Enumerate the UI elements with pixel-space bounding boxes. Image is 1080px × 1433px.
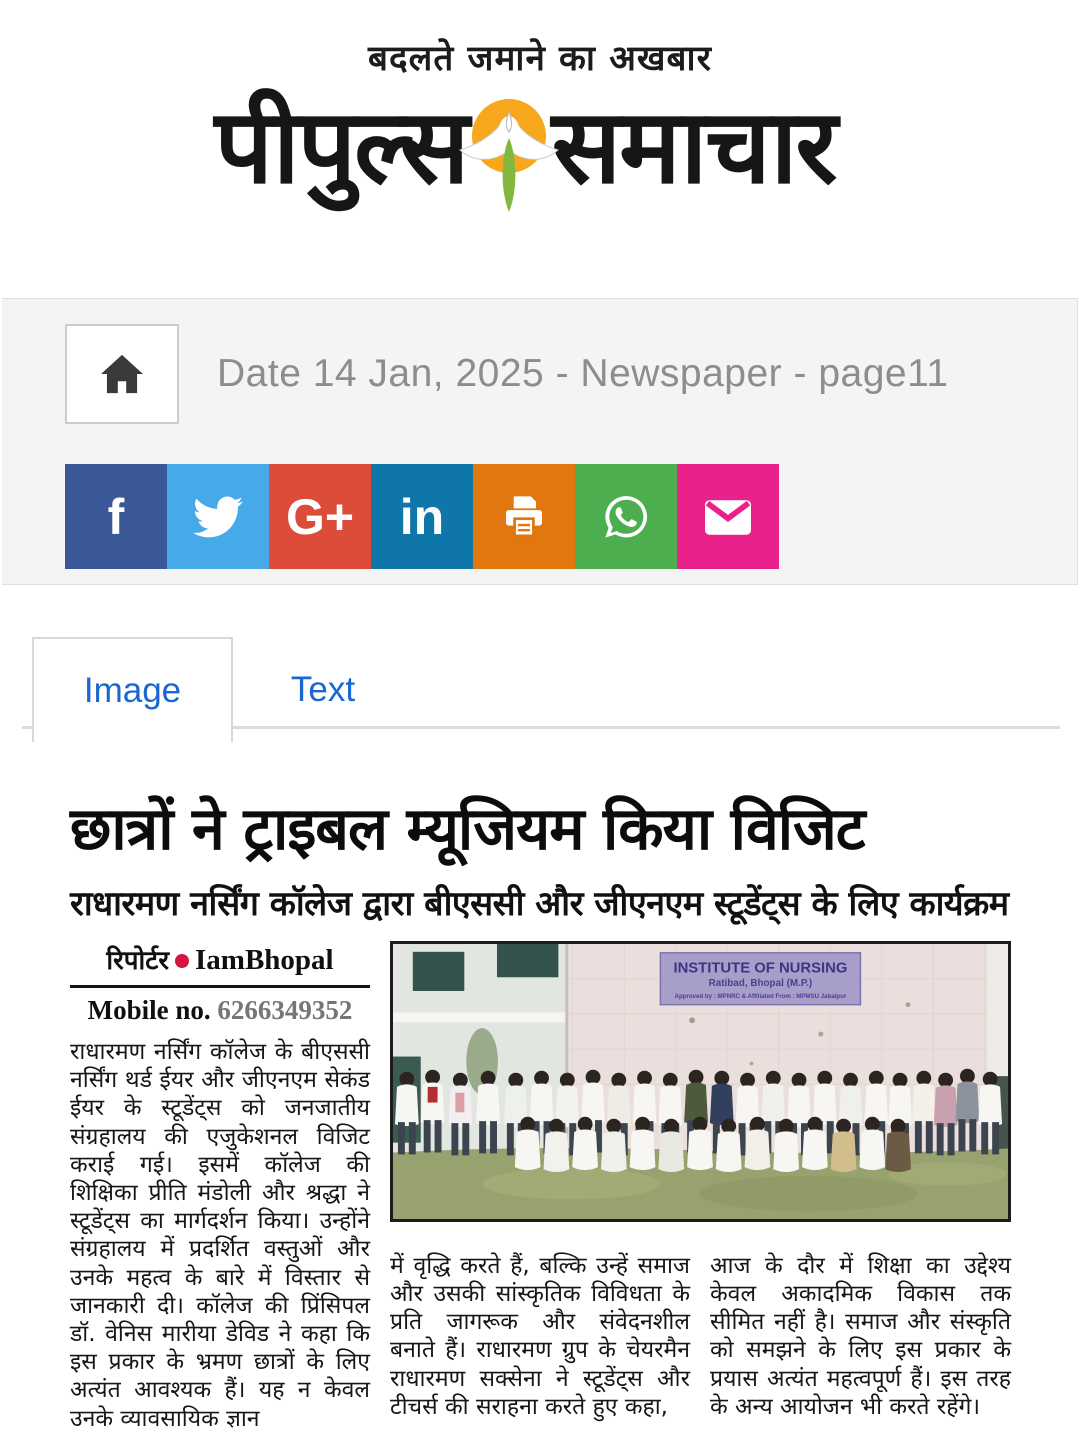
reporter-bullet-icon [175,954,189,968]
group-photo-illustration [390,941,1011,1222]
mobile-number: 6266349352 [217,995,353,1025]
body-text-1: राधारमण नर्सिंग कॉलेज के बीएससी नर्सिंग थर्ड ईयर और जीएनएम सेकंड ईयर के स्टूडेंट्स को जनजातीय संग्रहालय की एजुकेशनल विजिट कराई गई। इसमें कॉलेज की शिक्षिका प्रीति मंडोली और श्रद्धा ने स्टूडेंट्स का मार्गदर्शन किया। उन्होंने संग्रहालय में प्रदर्शित वस्तुओं और उनके महत्व के बारे में विस्तार से जानकारी दी। कॉलेज की प्रिंसिपल डॉ. वेनिस मारीया डेविड ने कहा कि इस प्रकार के भ्रमण छात्रों के लिए अत्यंत आवश्यक हैं। यह न केवल उनके व्यावसायिक ज्ञान [70,1039,370,1432]
body-text-3: आज के दौर में शिक्षा का उद्देश्य केवल अकादमिक विकास तक सीमित नहीं है। समाज और संस्कृति को समझने के लिए इस प्रकार के प्रयास अत्यंत महत्वपूर्ण हैं। इस तरह के अन्य आयोजन भी करते रहेंगे। [710,1252,1011,1420]
share-twitter-button[interactable] [167,464,269,569]
social-share-bar [65,464,1077,569]
logo-word-left: पीपुल्स [214,87,468,207]
toolbar-panel [2,298,1078,585]
share-googleplus-button[interactable] [269,464,371,569]
reporter-mobile [70,995,370,1026]
institute-sign [660,953,860,1005]
newspaper-clipping [70,787,1011,1433]
share-facebook-button[interactable] [65,464,167,569]
tab-image[interactable]: Image [32,637,233,742]
sign-line-2: Ratibad, Bhopal (M.P.) [708,978,813,990]
mobile-label: Mobile no. [87,995,211,1025]
newspaper-logo [0,83,1080,212]
reporter-label: रिपोर्टर [106,946,169,976]
share-print-button[interactable] [473,464,575,569]
whatsapp-icon [601,492,651,542]
home-icon [99,353,145,395]
tab-text[interactable]: Text [290,669,356,709]
printer-icon [500,493,548,541]
share-whatsapp-button[interactable] [575,464,677,569]
share-linkedin-button[interactable] [371,464,473,569]
lotus-lamp-icon [459,90,559,216]
share-email-button[interactable] [677,464,779,569]
article-photo [390,941,1011,1239]
envelope-icon [703,494,753,540]
logo-word-right: समाचार [551,87,836,207]
article-column-1 [70,941,370,1433]
home-button[interactable] [65,324,179,424]
view-tabs [0,585,1080,741]
sign-line-3: Approved by : MPNRC & Affiliated From : MPMSU Jabalpur [674,992,847,1000]
masthead-tagline: बदलते जमाने का अखबार [368,39,712,79]
date-breadcrumb: Date 14 Jan, 2025 - Newspaper - page11 [217,352,949,395]
reporter-name: IamBhopal [195,944,334,976]
facebook-icon: f [107,488,125,545]
google-plus-icon: G+ [285,488,355,545]
reporter-byline [70,941,370,988]
masthead [0,0,1080,298]
body-text-2: में वृद्धि करते हैं, बल्कि उन्हें समाज और उसकी सांस्कृतिक विविधता के प्रति जागरूक और संवेदनशील बनाते हैं। राधारमण ग्रुप के चेयरमैन राधारमण सक्सेना ने स्टूडेंट्स और टीचर्स की सराहना करते हुए कहा, [390,1252,690,1420]
sign-line-1: INSTITUTE OF NURSING [673,960,848,977]
article-subheadline: राधारमण नर्सिंग कॉलेज द्वारा बीएससी और जीएनएम स्टूडेंट्स के लिए कार्यक्रम [70,884,1009,924]
article-headline: छात्रों ने ट्राइबल म्यूजियम किया विजिट [70,794,865,863]
twitter-bird-icon [193,492,243,542]
linkedin-icon: in [399,488,445,545]
